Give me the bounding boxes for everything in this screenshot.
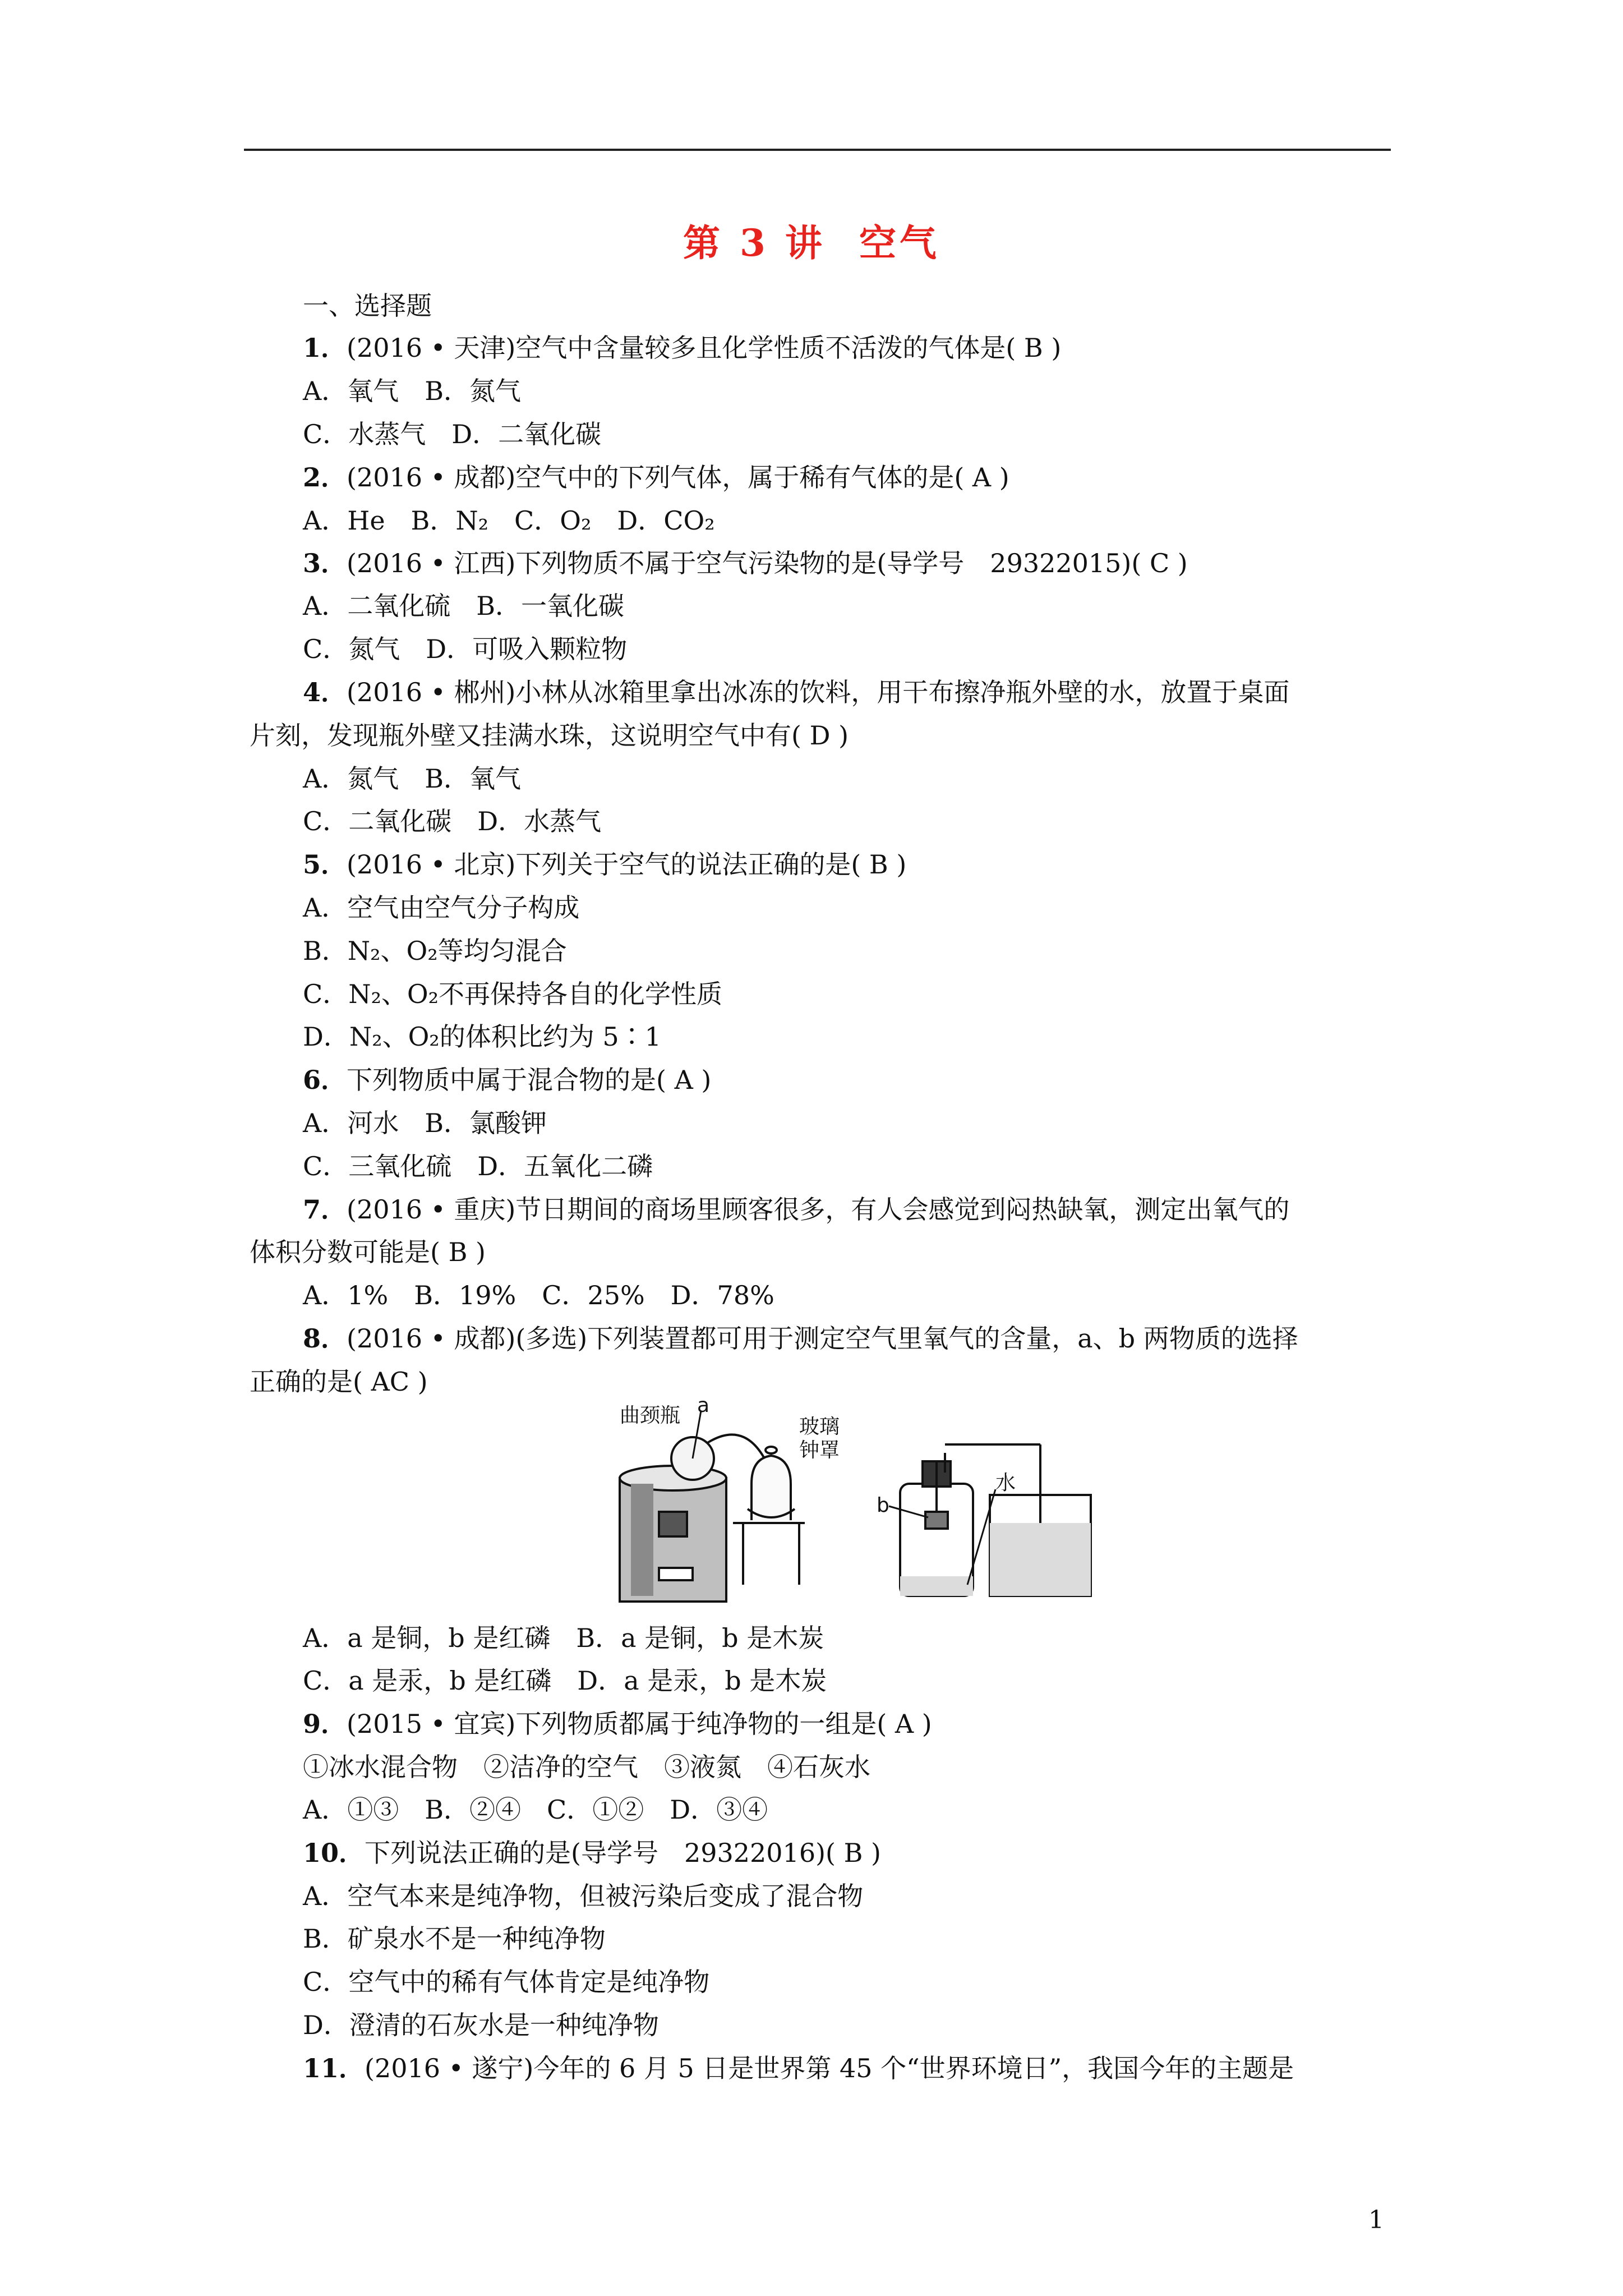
flask-beaker-apparatus	[900, 1444, 1091, 1596]
question-number: 6．	[303, 1065, 347, 1095]
furnace-apparatus	[620, 1434, 805, 1602]
page-number: 1	[1368, 2206, 1384, 2234]
fig-label-retort: 曲颈瓶	[620, 1404, 681, 1427]
question-1	[303, 331, 1061, 365]
question-stem: (2016 • 郴州)小林从冰箱里拿出冰冻的饮料，用干布擦净瓶外壁的水，放置于桌面	[347, 677, 1290, 707]
q9-options: A．①③ B．②④ C．①② D．③④	[303, 1795, 768, 1825]
q7-options: A．1% B．19% C．25% D．78%	[303, 1280, 774, 1310]
question-number: 9．	[303, 1709, 347, 1739]
fig-label-a: a	[697, 1400, 710, 1417]
q5-option-a: A．空气由空气分子构成	[303, 892, 580, 923]
fig-label-bell-jar: 钟罩	[799, 1439, 840, 1462]
q9-items: ①冰水混合物 ②洁净的空气 ③液氮 ④石灰水	[303, 1752, 870, 1782]
lecture-number: 第 3 讲	[683, 221, 826, 265]
fig-label-b: b	[877, 1494, 889, 1517]
question-number: 11．	[303, 2053, 365, 2083]
fig-label-water: 水	[995, 1471, 1016, 1494]
lecture-topic: 空气	[859, 221, 940, 265]
question-7	[303, 1193, 1289, 1226]
question-stem: (2016 • 重庆)节日期间的商场里顾客很多，有人会感觉到闷热缺氧，测定出氧气的	[347, 1194, 1290, 1225]
q3-options-ab: A．二氧化硫 B．一氧化碳	[303, 591, 625, 621]
question-stem: (2016 • 江西)下列物质不属于空气污染物的是(导学号 29322015)( C )	[347, 548, 1188, 578]
q10-option-b: B．矿泉水不是一种纯净物	[303, 1924, 606, 1954]
question-8-continued: 正确的是( AC )	[250, 1366, 428, 1397]
question-11	[303, 2051, 1294, 2085]
question-number: 3．	[303, 548, 347, 578]
q6-options-ab: A．河水 B．氯酸钾	[303, 1108, 547, 1138]
question-stem: 下列物质中属于混合物的是( A )	[347, 1065, 712, 1095]
question-number: 2．	[303, 462, 347, 493]
q2-options: A．He B．N₂ C．O₂ D．CO₂	[303, 505, 715, 536]
q8-options-cd: C．a 是汞，b 是红磷 D．a 是汞，b 是木炭	[303, 1665, 827, 1696]
question-number: 4．	[303, 677, 347, 707]
q10-option-a: A．空气本来是纯净物，但被污染后变成了混合物	[303, 1881, 864, 1911]
question-stem: 下列说法正确的是(导学号 29322016)( B )	[365, 1838, 881, 1868]
q8-options-ab: A．a 是铜，b 是红磷 B．a 是铜，b 是木炭	[303, 1623, 824, 1653]
q4-options-cd: C．二氧化碳 D．水蒸气	[303, 806, 602, 836]
q5-option-b: B．N₂、O₂等均匀混合	[303, 936, 567, 966]
q1-options-ab: A．氧气 B．氮气	[303, 376, 522, 406]
question-stem: (2016 • 成都)空气中的下列气体，属于稀有气体的是( A )	[347, 462, 1009, 493]
label-b-pointer	[889, 1506, 928, 1517]
q1-options-cd: C．水蒸气 D．二氧化碳	[303, 419, 602, 449]
question-4	[303, 675, 1289, 709]
question-stem: (2015 • 宜宾)下列物质都属于纯净物的一组是( A )	[347, 1709, 932, 1739]
question-3	[303, 546, 1188, 580]
question-5	[303, 848, 906, 881]
question-stem: (2016 • 成都)(多选)下列装置都可用于测定空气里氧气的含量，a、b 两物质的选择	[347, 1323, 1298, 1354]
question-stem: (2016 • 北京)下列关于空气的说法正确的是( B )	[347, 849, 907, 880]
question-2	[303, 461, 1009, 494]
apparatus-figure	[608, 1400, 1113, 1607]
q3-options-cd: C．氮气 D．可吸入颗粒物	[303, 634, 628, 664]
question-stem: (2016 • 天津)空气中含量较多且化学性质不活泼的气体是( B )	[347, 333, 1062, 363]
question-number: 7．	[303, 1194, 347, 1225]
fig-label-glass: 玻璃	[799, 1415, 840, 1438]
question-number: 1．	[303, 333, 347, 363]
page-title	[0, 213, 1623, 266]
question-number: 8．	[303, 1323, 347, 1354]
q10-option-c: C．空气中的稀有气体肯定是纯净物	[303, 1967, 710, 1997]
question-10	[303, 1836, 881, 1870]
question-4-continued: 片刻，发现瓶外壁又挂满水珠，这说明空气中有( D )	[250, 720, 849, 751]
q10-option-d: D．澄清的石灰水是一种纯净物	[303, 2010, 659, 2040]
top-rule	[244, 149, 1391, 151]
section-heading: 一、选择题	[303, 291, 432, 321]
question-number: 5．	[303, 849, 347, 880]
question-number: 10．	[303, 1838, 365, 1868]
q6-options-cd: C．三氧化硫 D．五氧化二磷	[303, 1151, 653, 1181]
q4-options-ab: A．氮气 B．氧气	[303, 763, 522, 794]
question-7-continued: 体积分数可能是( B )	[250, 1237, 486, 1267]
question-8	[303, 1322, 1298, 1355]
q5-option-d: D．N₂、O₂的体积比约为 5∶1	[303, 1022, 661, 1052]
question-stem: (2016 • 遂宁)今年的 6 月 5 日是世界第 45 个“世界环境日”，我国今年的主题是	[365, 2053, 1294, 2083]
question-9	[303, 1707, 932, 1741]
q5-option-c: C．N₂、O₂不再保持各自的化学性质	[303, 979, 723, 1009]
question-6	[303, 1063, 711, 1097]
